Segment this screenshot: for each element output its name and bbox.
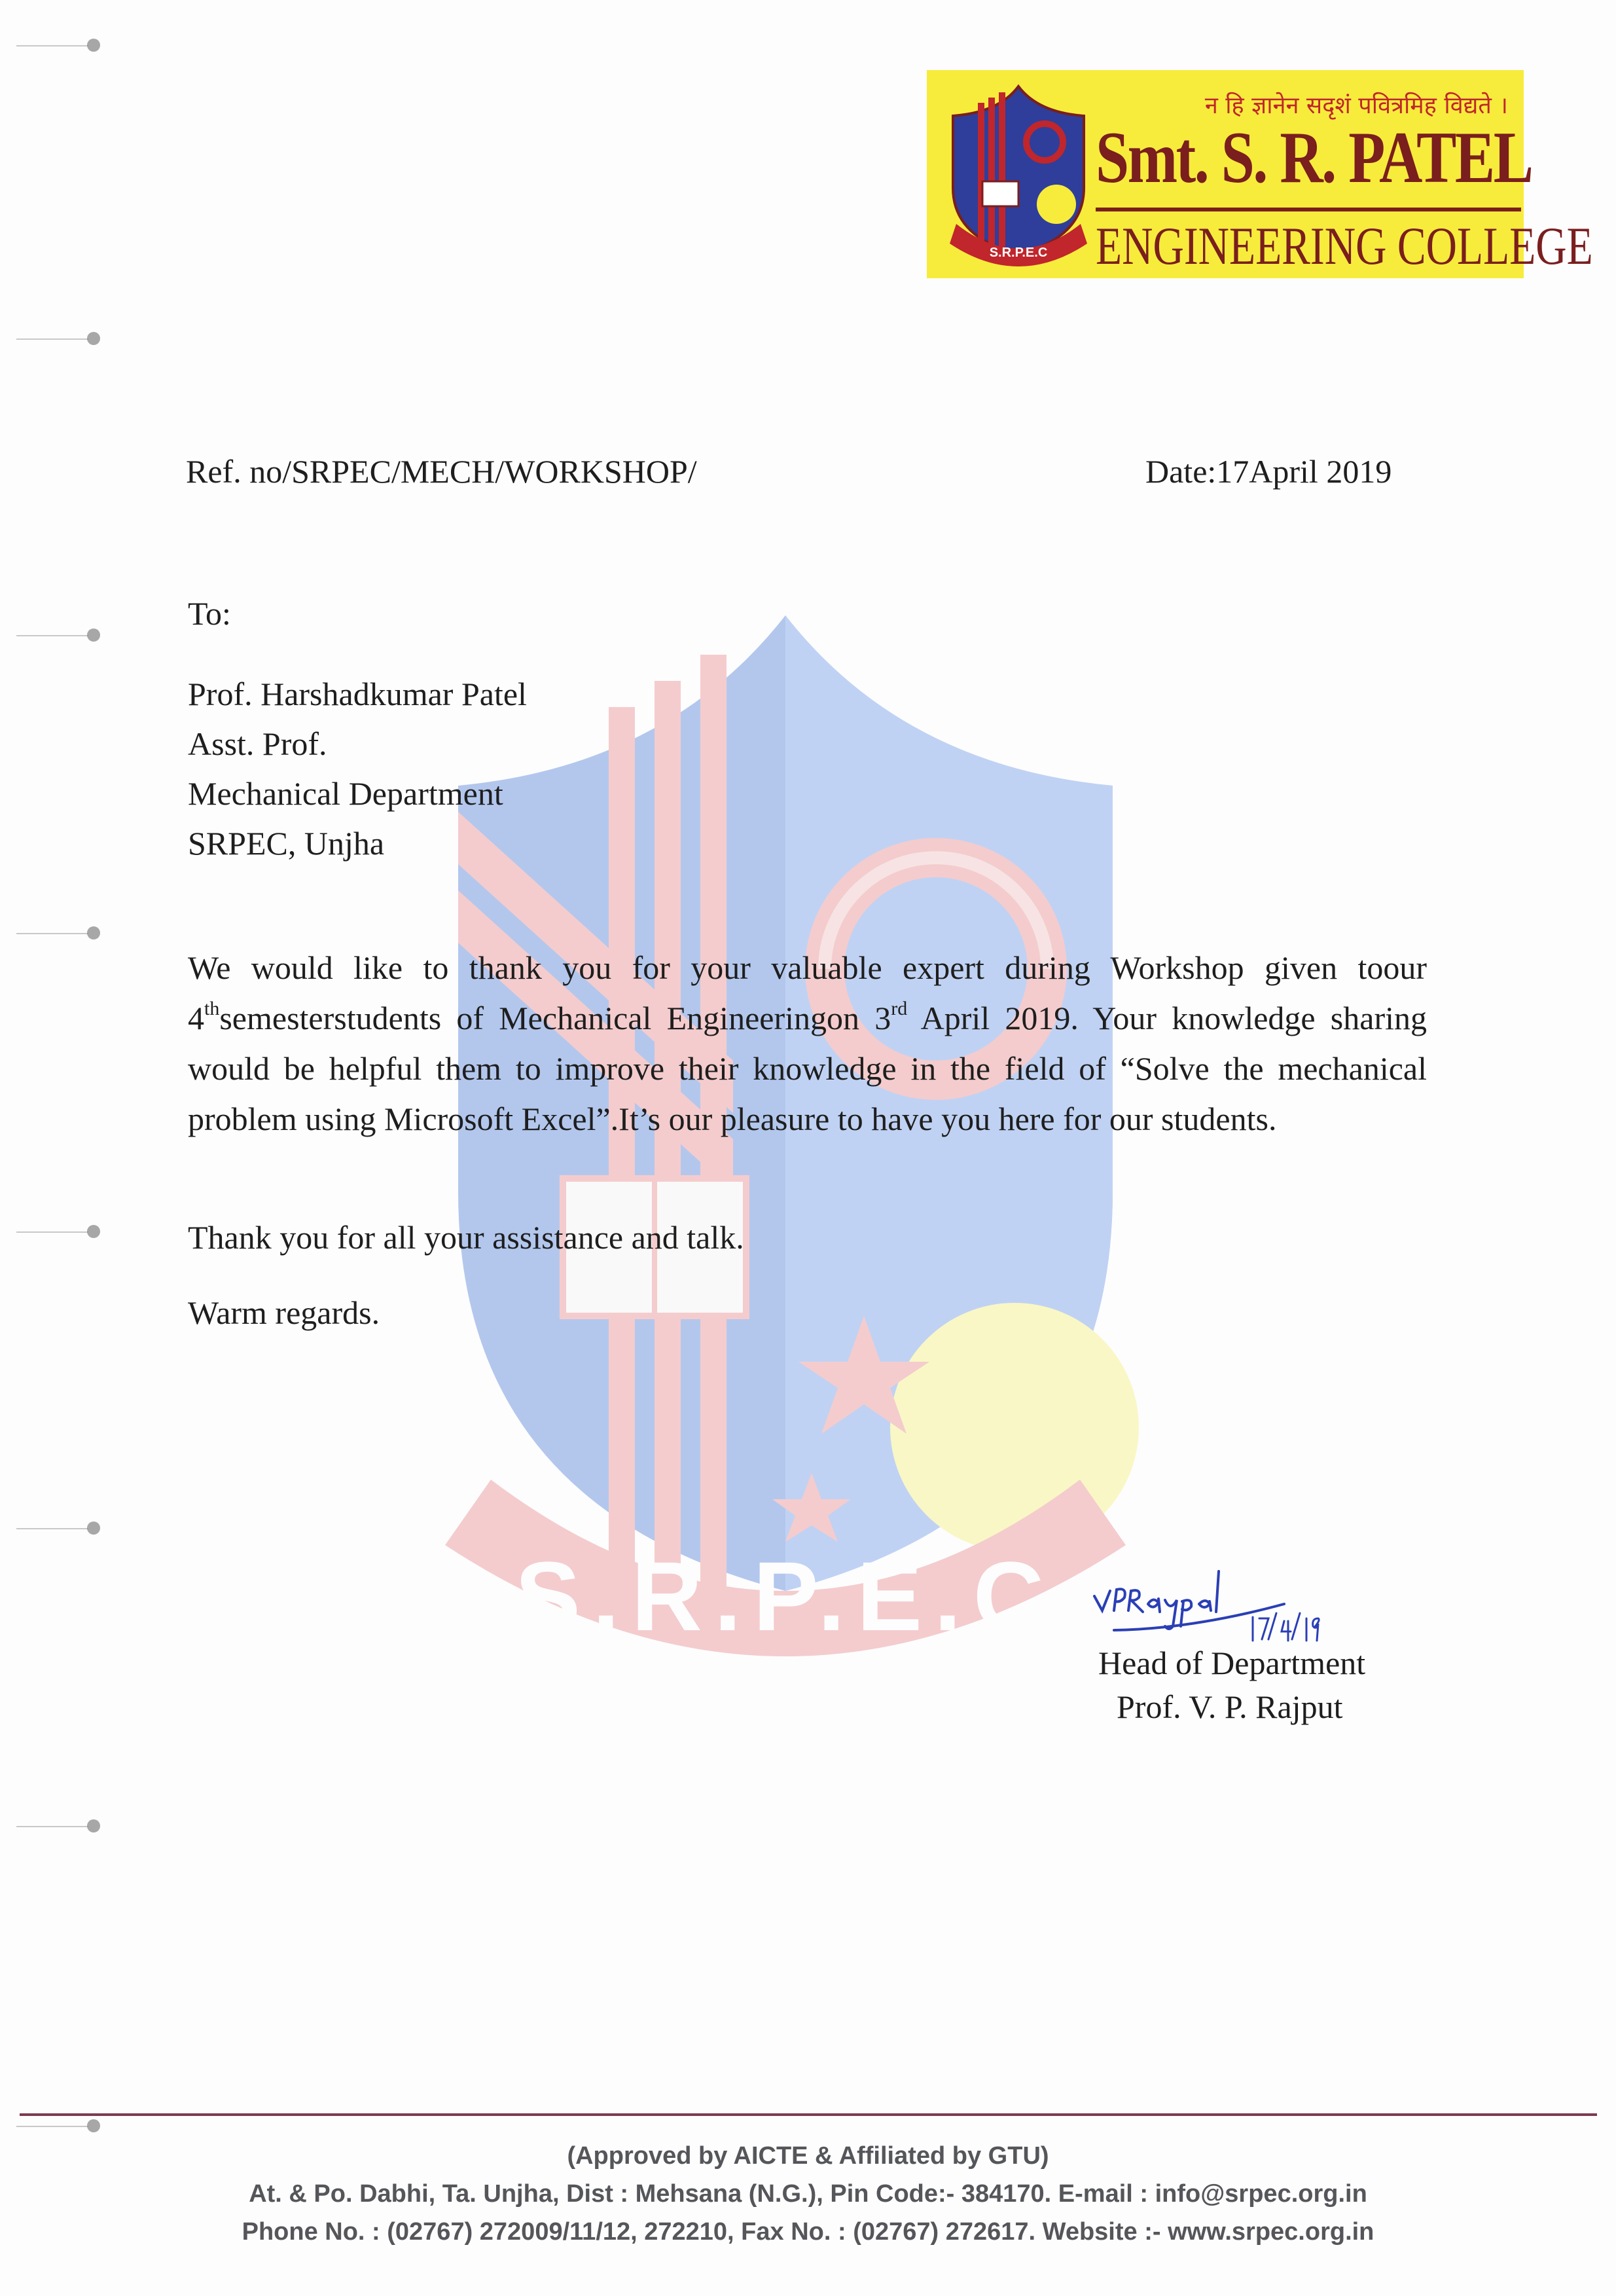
letter-date: Date:17April 2019 (1145, 453, 1392, 490)
signatory-title: Head of Department (1098, 1645, 1366, 1681)
body-text-part: We would like to thank you for your valuable expert during Workshop given toour 4 (188, 949, 1427, 1036)
handwritten-signature (1088, 1558, 1363, 1650)
punch-hole-mark (82, 1222, 108, 1242)
svg-text:S.R.P.E.C: S.R.P.E.C (989, 246, 1048, 260)
logo-divider (1096, 208, 1521, 211)
body-text-part: semesterstudents of Mechanical Engineeringon 3 (219, 1000, 891, 1036)
recipient-name: Prof. Harshadkumar Patel (188, 676, 527, 712)
recipient-address (188, 669, 527, 868)
college-name: Smt. S. R. PATEL (1096, 117, 1532, 198)
footer-divider (20, 2113, 1597, 2116)
recipient-department: Mechanical Department (188, 775, 503, 812)
punch-hole-mark (82, 924, 108, 943)
punch-hole-mark (82, 2117, 108, 2136)
punch-hole-mark (82, 36, 108, 56)
punch-hole-mark (82, 1817, 108, 1836)
body-text-part: April 2019. Your knowledge sharing would be helpful them to improve their knowledge in the field of “Solve the mechanical problem using Microsoft Excel”.It’s our pleasure to have you here for our students. (188, 1000, 1427, 1137)
recipient-institution: SRPEC, Unjha (188, 825, 385, 862)
body-superscript: rd (891, 998, 908, 1019)
letter-body-paragraph (188, 943, 1427, 1144)
college-subtitle: ENGINEERING COLLEGE (1096, 216, 1593, 276)
punch-hole-mark (82, 626, 108, 646)
body-superscript: th (204, 998, 220, 1019)
closing-regards: Warm regards. (188, 1294, 380, 1331)
college-motto: न हि ज्ञानेन सदृशं पवित्रमिह विद्यते । (1204, 92, 1508, 119)
watermark-label: S.R.P.E.C (514, 1541, 1056, 1651)
footer-approval: (Approved by AICTE & Affiliated by GTU) (567, 2142, 1049, 2170)
footer-contact: Phone No. : (02767) 272009/11/12, 272210, Fax No. : (02767) 272617. Website :- www.srpec.org.in (242, 2218, 1374, 2246)
punch-hole-mark (82, 1519, 108, 1539)
footer-address: At. & Po. Dabhi, Ta. Unjha, Dist : Mehsana (N.G.), Pin Code:- 384170. E-mail : info@srpec.org.in (249, 2180, 1367, 2208)
thank-you-line: Thank you for all your assistance and talk. (188, 1219, 744, 1256)
reference-number: Ref. no/SRPEC/MECH/WORKSHOP/ (186, 453, 697, 490)
salutation-to: To: (188, 595, 231, 632)
college-logo-banner (927, 70, 1593, 278)
punch-hole-mark (82, 329, 108, 349)
signatory-name: Prof. V. P. Rajput (1117, 1688, 1343, 1725)
college-crest-icon (946, 83, 1090, 266)
recipient-designation: Asst. Prof. (188, 725, 327, 762)
